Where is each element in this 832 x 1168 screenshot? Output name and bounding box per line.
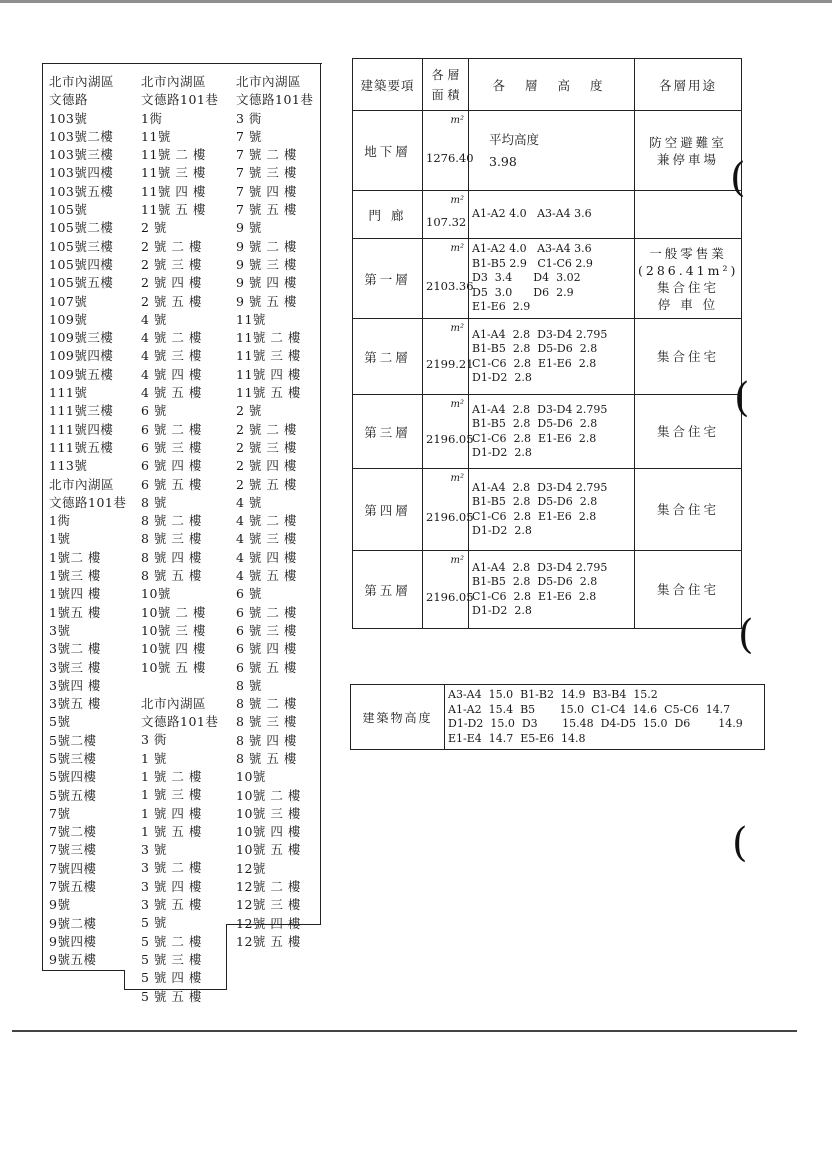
area-value: 107.32 [426,214,467,229]
use-line: 集合住宅 [656,349,719,364]
header-area [423,59,469,111]
address-line: 113號 [49,458,88,474]
row-use [635,239,742,319]
address-line: 11號 二 樓 [141,147,206,163]
address-line: 8 號 四 樓 [141,549,202,565]
binder-hole-mark: ( [732,820,748,866]
height-line: A1-A4 2.8 D3-D4 2.795 [472,560,608,574]
address-line: 10號 五 樓 [236,842,301,858]
height-line: A1-A2 4.0 A3-A4 3.6 [472,242,592,256]
list-inner-border-1 [124,970,125,990]
use-line: 集合住宅 [656,582,719,597]
address-line: 8 號 [236,677,262,693]
row-area [423,395,474,469]
address-line: 10號 [236,769,266,785]
area-value: 2196.05 [426,431,474,446]
address-column-3 [236,73,313,951]
row-item: 第五層 [353,551,423,629]
row-area [423,319,474,395]
height-line: D1-D2 2.8 [472,446,532,459]
use-line: 兼停車場 [656,151,719,167]
address-line: 111號五樓 [49,439,114,455]
address-line: 105號三樓 [49,238,114,254]
building-height-table [350,684,765,750]
address-line: 11號 五 樓 [236,385,301,401]
use-line: 集合住宅 [656,424,719,439]
height-line: A1-A4 2.8 D3-D4 2.795 [472,327,608,341]
address-line: 北市內湖區 [141,74,207,89]
address-line: 8 號 三 樓 [236,714,297,730]
height-line: B1-B5 2.8 D5-D6 2.8 [472,575,598,588]
address-line: 103號三樓 [49,147,114,163]
address-line: 7號 [49,805,71,821]
address-line: 2 號 五 樓 [236,476,297,492]
address-line: 4 號 [236,494,262,510]
height-line: D1-D2 2.8 [472,604,532,617]
address-line: 1號 [49,531,71,547]
address-line: 3 衖 [141,732,167,748]
address-line: 2 號 二 樓 [236,421,297,437]
address-line: 9 號 三 樓 [236,256,297,272]
address-line: 1 號 二 樓 [141,768,202,784]
header-area-line2: 面 積 [431,87,460,102]
address-line: 4 號 五 樓 [141,385,202,401]
row-heights [469,111,635,191]
binder-hole-mark: ( [730,155,746,201]
address-line: 3號五 樓 [49,696,101,712]
address-line: 107號 [49,293,88,309]
address-line: 2 號 三 樓 [236,439,297,455]
address-line: 10號 [141,586,171,602]
table-row [353,469,742,551]
address-line: 6 號 二 樓 [236,604,297,620]
address-line: 103號五樓 [49,183,114,199]
list-inner-border-2 [226,924,227,990]
address-line: 1 號 四 樓 [141,805,202,821]
address-line: 2 號 [141,220,167,236]
row-use [635,395,742,469]
address-line: 9號五樓 [49,952,97,968]
area-unit: m² [450,243,464,254]
address-line: 6 號 五 樓 [236,659,297,675]
area-unit: m² [450,555,464,566]
height-line: C1-C6 2.8 E1-E6 2.8 [472,509,597,523]
list-top-border [42,63,322,64]
address-line: 7號五樓 [49,879,97,895]
address-line: 5號四樓 [49,769,97,785]
address-column-2 [141,73,218,1006]
address-line: 7號三樓 [49,842,97,858]
scan-top-edge [0,0,832,3]
height-line: D3 3.4 D4 3.02 [472,271,581,285]
address-group-2 [49,476,126,970]
address-column-1 [49,73,126,970]
height-line: A1-A4 2.8 D3-D4 2.795 [472,402,608,416]
address-line: 2 號 二 樓 [141,238,202,254]
address-line: 109號四樓 [49,348,114,364]
address-line: 6 號 四 樓 [141,458,202,474]
address-line: 5 號 三 樓 [141,951,202,967]
address-line: 7 號 三 樓 [236,165,297,181]
address-group-1 [141,73,218,677]
address-line: 103號二樓 [49,128,114,144]
row-heights [469,319,635,395]
row-heights [469,239,635,319]
address-line: 3號四 樓 [49,677,101,693]
height-line: B1-B5 2.8 D5-D6 2.8 [472,417,598,430]
height-line: 平均高度 [489,131,540,147]
address-line: 4 號 四 樓 [236,549,297,565]
area-unit: m² [450,399,464,410]
table-header-row [353,59,742,111]
area-unit: m² [450,115,464,126]
row-heights [469,191,635,239]
height-line: D5 3.0 D6 2.9 [472,285,574,299]
row-item: 第三層 [353,395,423,469]
height-line: C1-C6 2.8 E1-E6 2.8 [472,431,597,445]
height-values [445,685,765,750]
header-area-line1: 各 層 [431,67,460,82]
address-line: 4 號 四 樓 [141,366,202,382]
address-line: 105號二樓 [49,220,114,236]
address-line: 9號 [49,897,71,913]
table-row [353,319,742,395]
address-line: 12號 四 樓 [236,915,301,931]
row-item: 第二層 [353,319,423,395]
height-line: C1-C6 2.8 E1-E6 2.8 [472,589,597,603]
height-value-line: E1-E4 14.7 E5-E6 14.8 [448,731,586,745]
binder-hole-mark: ( [738,612,754,658]
address-line: 1 號 五 樓 [141,823,202,839]
address-line: 11號 [236,311,266,327]
area-value: 2103.36 [426,278,474,293]
address-line: 5 號 五 樓 [141,988,202,1004]
address-group-1 [49,73,126,476]
address-line: 109號三樓 [49,330,114,346]
address-line: 7 號 [236,128,262,144]
address-line: 11號 四 樓 [236,366,301,382]
height-value-line: D1-D2 15.0 D3 15.48 D4-D5 15.0 D6 14.9 [448,717,743,730]
address-line: 7號二樓 [49,824,97,840]
row-area [423,239,474,319]
address-line: 105號五樓 [49,275,114,291]
address-line: 11號 五 樓 [141,202,206,218]
header-height: 各 層 高 度 [469,59,635,111]
address-line: 4 號 二 樓 [141,330,202,346]
address-line: 8 號 五 樓 [236,750,297,766]
header-item: 建築要項 [353,59,423,111]
binder-hole-mark: ( [734,375,750,421]
address-line: 11號 四 樓 [141,183,206,199]
row-heights [469,469,635,551]
address-line: 111號三樓 [49,403,114,419]
use-line: 一般零售業 [649,245,727,261]
address-line: 2 號 三 樓 [141,256,202,272]
address-line: 111號 [49,385,88,401]
area-value: 2196.05 [426,589,474,604]
address-line: 5號 [49,714,71,730]
address-line: 11號 三 樓 [141,165,206,181]
row-area [423,551,474,629]
address-line: 3號 [49,622,71,638]
list-right-border [320,63,321,925]
area-value: 2199.21 [426,356,474,371]
height-line: E1-E6 2.9 [472,300,531,314]
address-line: 3號三 樓 [49,659,101,675]
address-line: 3 號 五 樓 [141,897,202,913]
height-line: C1-C6 2.8 E1-E6 2.8 [472,356,597,370]
row-use [635,551,742,629]
address-line: 2 號 [236,403,262,419]
row-heights [469,395,635,469]
address-line: 10號 二 樓 [236,787,301,803]
height-line: A1-A4 2.8 D3-D4 2.795 [472,480,608,494]
height-line: B1-B5 2.9 C1-C6 2.9 [472,256,593,270]
address-line: 6 號 [236,586,262,602]
address-line: 105號四樓 [49,256,114,272]
address-line: 8 號 五 樓 [141,568,202,584]
row-item: 門 廊 [353,191,423,239]
height-value-line: A1-A2 15.4 B5 15.0 C1-C4 14.6 C5-C6 14.7 [448,702,731,716]
table-row [353,551,742,629]
row-area [423,469,474,551]
height-line: D1-D2 2.8 [472,524,532,537]
address-line: 7 號 四 樓 [236,183,297,199]
table-row [353,239,742,319]
address-line: 5號五樓 [49,787,97,803]
row-heights [469,551,635,629]
address-line: 5 號 [141,915,167,931]
address-line: 105號 [49,202,88,218]
address-line: 5號三樓 [49,750,97,766]
area-value: 2196.05 [426,509,474,524]
address-line: 111號四樓 [49,421,114,437]
address-line: 9 號 二 樓 [236,238,297,254]
address-line: 109號 [49,311,88,327]
address-line: 8 號 二 樓 [236,696,297,712]
address-line: 1 號 [141,750,167,766]
address-line: 103號四樓 [49,165,114,181]
address-line: 6 號 二 樓 [141,421,202,437]
address-line: 文德路101巷 [141,92,219,108]
address-line: 北市內湖區 [49,476,115,492]
table-row [353,191,742,239]
area-unit: m² [450,195,464,206]
address-line: 1號四 樓 [49,586,101,602]
address-line: 12號 三 樓 [236,897,301,913]
address-line: 文德路101巷 [141,714,219,730]
address-line: 9 號 [236,220,262,236]
height-line: B1-B5 2.8 D5-D6 2.8 [472,495,598,508]
address-line: 6 號 三 樓 [141,439,202,455]
address-group [236,73,313,951]
address-line: 2 號 四 樓 [141,275,202,291]
address-line: 3號二 樓 [49,641,101,657]
table-row [353,111,742,191]
address-line: 北市內湖區 [49,74,115,89]
address-line: 5號二樓 [49,732,97,748]
use-line: (286.41m²) [638,262,739,278]
address-line: 11號 [141,128,171,144]
address-line: 1 號 三 樓 [141,787,202,803]
row-use [635,191,742,239]
address-line: 3 衖 [236,110,262,126]
address-line: 1衖 [49,513,71,529]
address-line: 9號二樓 [49,915,97,931]
address-line: 10號 三 樓 [236,805,301,821]
address-line: 8 號 二 樓 [141,513,202,529]
address-line: 9 號 四 樓 [236,275,297,291]
address-line: 109號五樓 [49,366,114,382]
address-group-2 [141,695,218,1006]
row-use [635,469,742,551]
height-line: A1-A2 4.0 A3-A4 3.6 [472,207,592,221]
list-bottom-border-left [42,970,125,971]
address-line: 3 號 四 樓 [141,878,202,894]
address-line: 1號五 樓 [49,604,101,620]
address-line: 11號 三 樓 [236,348,301,364]
header-use: 各層用途 [635,59,742,111]
address-line: 4 號 三 樓 [141,348,202,364]
address-line: 7號四樓 [49,860,97,876]
height-line: B1-B5 2.8 D5-D6 2.8 [472,342,598,355]
address-line: 北市內湖區 [141,695,207,711]
address-line: 10號 四 樓 [236,824,301,840]
height-value-line: A3-A4 15.0 B1-B2 14.9 B3-B4 15.2 [448,688,658,701]
address-line: 12號 [236,860,266,876]
address-line: 8 號 四 樓 [236,732,297,748]
address-line: 103號 [49,110,88,126]
address-line: 6 號 五 樓 [141,476,202,492]
address-line: 6 號 [141,403,167,419]
area-unit: m² [450,323,464,334]
address-line: 11號 二 樓 [236,330,301,346]
scan-bottom-line [12,1030,797,1032]
row-item: 第一層 [353,239,423,319]
address-line: 6 號 三 樓 [236,622,297,638]
address-line: 9號四樓 [49,933,97,949]
building-elements-table [352,58,742,629]
address-line: 5 號 四 樓 [141,970,202,986]
address-line: 文德路 [49,92,89,108]
row-item: 地下層 [353,111,423,191]
address-line: 4 號 三 樓 [236,531,297,547]
address-line: 4 號 五 樓 [236,568,297,584]
use-line: 集合住宅 [656,279,719,295]
area-unit: m² [450,473,464,484]
height-line: 3.98 [489,153,517,169]
height-label: 建築物高度 [351,685,445,750]
address-line: 12號 五 樓 [236,933,301,949]
address-line: 4 號 二 樓 [236,513,297,529]
address-line: 7 號 二 樓 [236,147,297,163]
address-line: 10號 二 樓 [141,604,206,620]
area-value: 1276.40 [426,150,474,165]
row-use [635,111,742,191]
address-line: 3 號 [141,842,167,858]
address-line: 文德路101巷 [49,494,127,510]
use-line: 停 車 位 [657,296,719,312]
address-line: 1號三 樓 [49,568,101,584]
address-line: 10號 四 樓 [141,641,206,657]
row-area [423,191,469,239]
row-area [423,111,474,191]
address-line: 9 號 五 樓 [236,293,297,309]
height-line: D1-D2 2.8 [472,371,532,384]
row-item: 第四層 [353,469,423,551]
address-line: 1衖 [141,110,163,126]
address-line: 8 號 三 樓 [141,531,202,547]
address-line: 北市內湖區 [236,74,302,89]
address-line: 5 號 二 樓 [141,933,202,949]
table-row [353,395,742,469]
use-line: 集合住宅 [656,502,719,517]
address-line: 4 號 [141,311,167,327]
address-line: 10號 五 樓 [141,659,206,675]
address-line: 2 號 四 樓 [236,458,297,474]
address-line: 2 號 五 樓 [141,293,202,309]
height-row [351,685,765,750]
address-line: 7 號 五 樓 [236,202,297,218]
list-left-border [42,63,43,971]
address-line: 8 號 [141,494,167,510]
use-line: 防空避難室 [649,134,727,150]
address-line: 6 號 四 樓 [236,641,297,657]
address-line: 1號二 樓 [49,549,101,565]
address-line: 3 號 二 樓 [141,860,202,876]
address-line: 10號 三 樓 [141,622,206,638]
address-line: 文德路101巷 [236,92,314,108]
row-use [635,319,742,395]
address-line: 12號 二 樓 [236,879,301,895]
